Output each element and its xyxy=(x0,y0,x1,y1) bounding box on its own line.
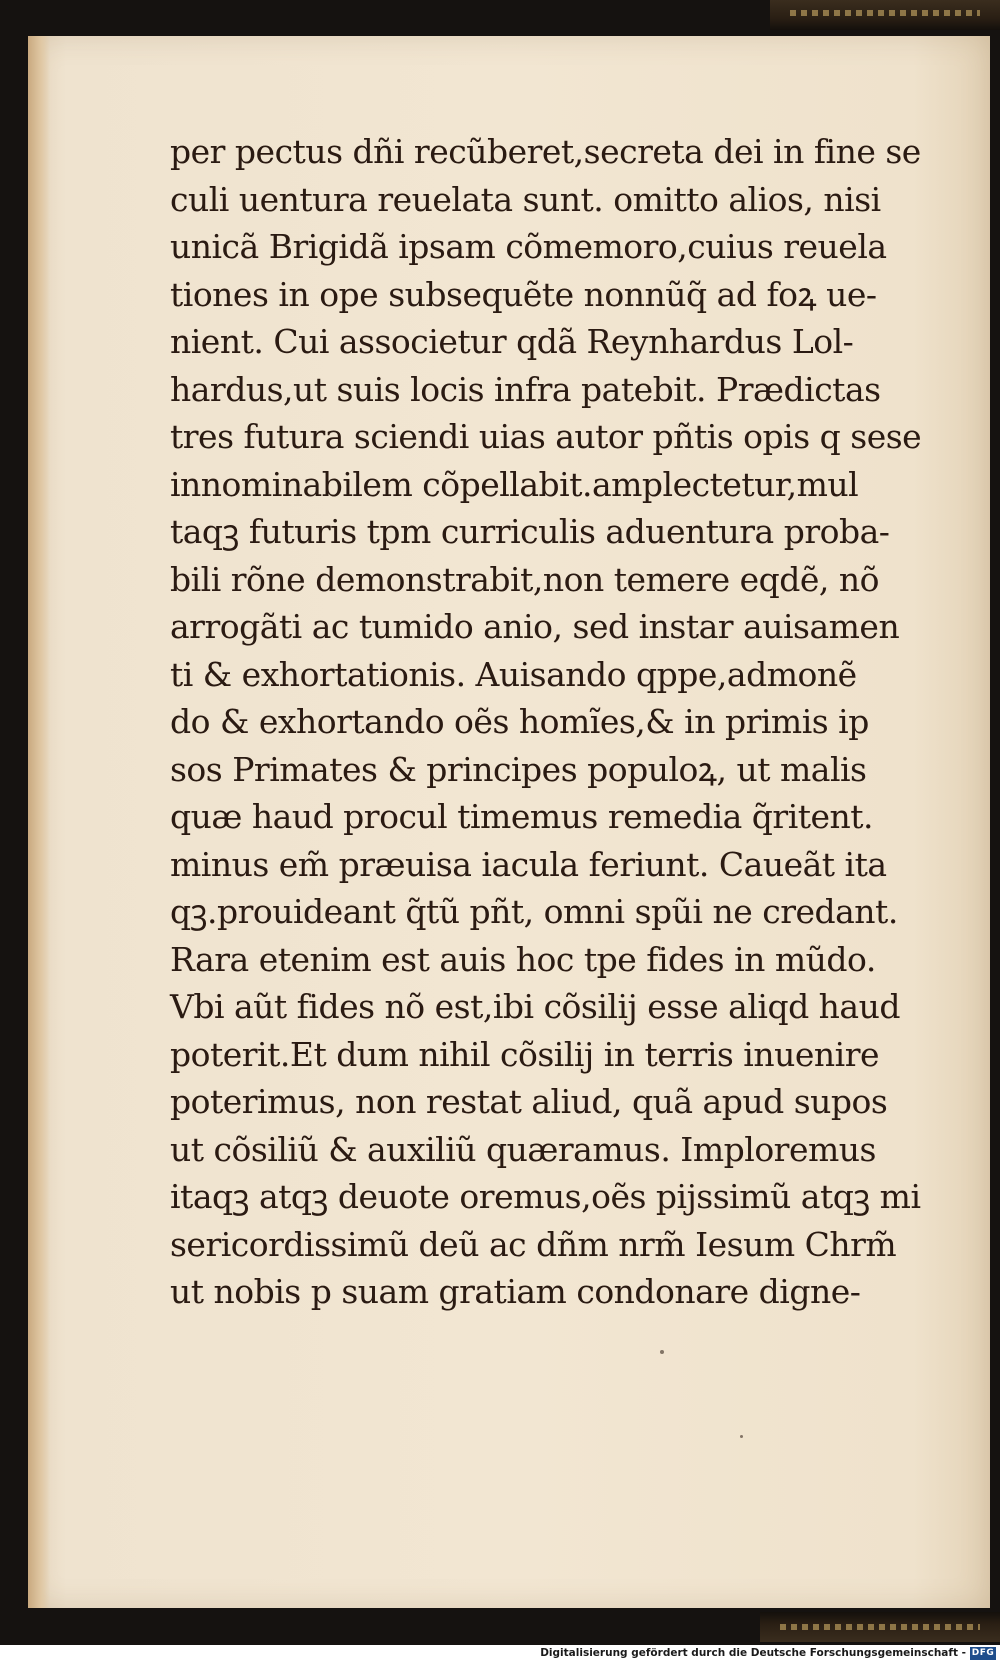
text-line: poterit.Et dum nihil cõsilij in terris inuenire xyxy=(170,1034,880,1074)
footer-bar xyxy=(0,1645,1000,1663)
funding-credit: Digitalisierung gefördert durch die Deutsche Forschungsgemeinschaft - xyxy=(540,1647,966,1659)
text-line: tiones in ope subsequẽte nonnũq̃ ad foꝝ ue- xyxy=(170,274,877,314)
text-line: bili rõne demonstrabit,non temere eqdẽ, nõ xyxy=(170,559,880,599)
text-line: do & exhortando oẽs homĩes,& in primis ip xyxy=(170,702,869,741)
page-gutter-shadow xyxy=(28,36,50,1608)
text-line: ut nobis p suam gratiam condonare digne- xyxy=(170,1272,861,1311)
text-line: quæ haud procul timemus remedia q̃ritent. xyxy=(170,797,874,836)
text-line: ut cõsiliũ & auxiliũ quæramus. Imploremus xyxy=(170,1129,876,1169)
text-line: arrogãti ac tumido anio, sed instar auisamen xyxy=(170,607,900,646)
text-line: sericordissimũ deũ ac dñm nrm̃ Iesum Chrm̃ xyxy=(170,1224,897,1264)
binding-board-bottom xyxy=(760,1612,1000,1642)
ink-speck xyxy=(660,1350,664,1354)
ink-speck xyxy=(740,1435,743,1438)
text-line: qꝫ.prouideant q̃tũ pñt, omni spũi ne credant. xyxy=(170,892,898,931)
text-line: tres futura sciendi uias autor pñtis opis q sese xyxy=(170,417,922,456)
text-line: hardus,ut suis locis infra patebit. Prædictas xyxy=(170,369,881,409)
text-line: Vbi aũt fides nõ est,ibi cõsilij esse aliqd haud xyxy=(170,987,900,1026)
text-line: sos Primates & principes populoꝝ, ut malis xyxy=(170,749,867,789)
text-line: poterimus, non restat aliud, quã apud supos xyxy=(170,1082,888,1121)
text-line: innominabilem cõpellabit.amplectetur,mul xyxy=(170,464,859,504)
text-line: taqꝫ futuris tpm curriculis aduentura proba- xyxy=(170,512,890,551)
dfg-logo: DFG xyxy=(971,1648,995,1658)
text-line: ti & exhortationis. Auisando qppe,admonẽ xyxy=(170,654,857,694)
binding-board-top xyxy=(770,0,1000,30)
text-line: unicã Brigidã ipsam cõmemoro,cuius reuela xyxy=(170,227,887,266)
text-line: per pectus dñi recũberet,secreta dei in fine se xyxy=(170,132,921,171)
text-line: nient. Cui associetur qdã Reynhardus Lol- xyxy=(170,322,854,361)
text-line: Rara etenim est auis hoc tpe fides in mũdo. xyxy=(170,939,876,979)
text-line: itaqꝫ atqꝫ deuote oremus,oẽs pijssimũ atqꝫ mi xyxy=(170,1177,921,1216)
text-line: culi uentura reuelata sunt. omitto alios, nisi xyxy=(170,179,881,219)
text-line: minus em̃ præuisa iacula feriunt. Caueãt ita xyxy=(170,844,887,884)
page-text-block xyxy=(170,128,930,1316)
